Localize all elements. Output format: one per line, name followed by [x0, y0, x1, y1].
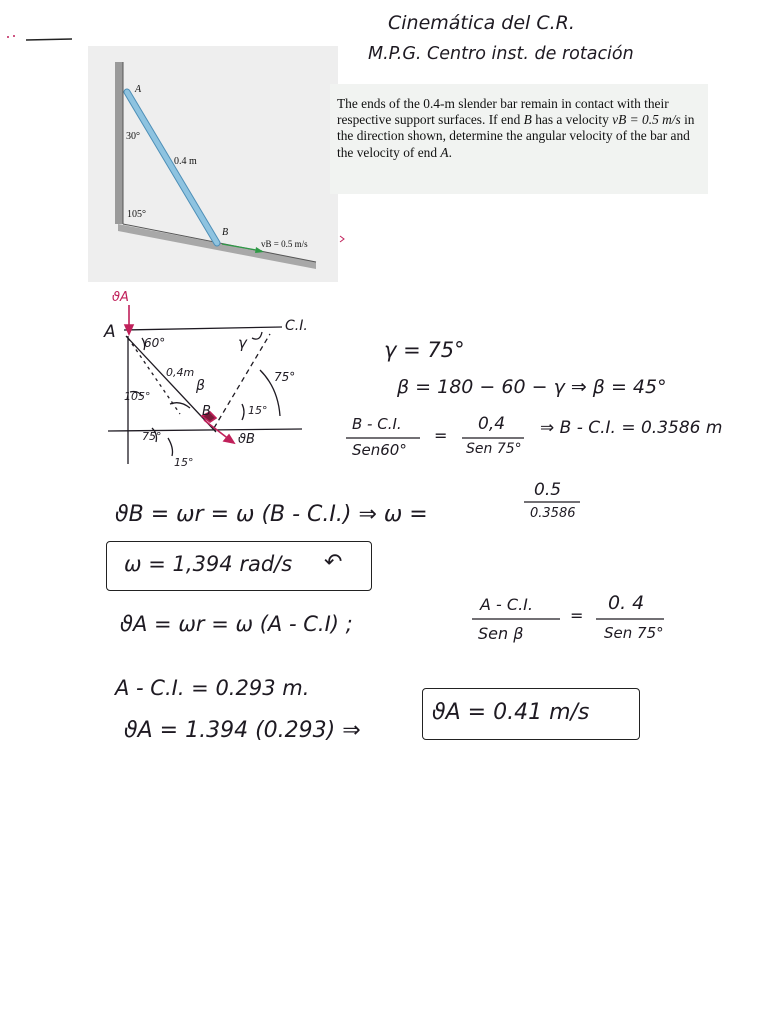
sketch-va: ϑA	[112, 290, 129, 305]
sketch-len: 0,4m	[166, 366, 195, 379]
equals-2: =	[570, 606, 584, 625]
sketch-15-right: 15°	[248, 404, 268, 417]
gamma-equation: γ = 75°	[384, 338, 465, 362]
frac2-denominator: Sen 75°	[466, 441, 522, 457]
frac4-numerator: A - C.I.	[480, 595, 533, 614]
sketch-gamma: γ	[238, 334, 247, 352]
figure-label-b: B	[222, 227, 229, 238]
figure-vb-label: vB = 0.5 m/s	[261, 239, 308, 249]
sketch-75-left: 75°	[142, 430, 162, 443]
vb-equation: ϑB = ωr = ω (B - C.I.) ⇒ ω =	[115, 502, 428, 527]
beta-equation: β = 180 − 60 − γ ⇒ β = 45°	[397, 376, 667, 398]
sketch-a: A	[104, 322, 116, 342]
sketch-75-right: 75°	[274, 370, 296, 384]
frac5-numerator: 0. 4	[608, 592, 645, 614]
figure-angle-105: 105°	[127, 209, 146, 220]
va-calculation: ϑA = 1.394 (0.293) ⇒	[124, 718, 361, 743]
sketch-15-bottom: 15°	[174, 456, 194, 469]
problem-statement: The ends of the 0.4-m slender bar remain in contact with their respective support surfaces. If end B has a velocity vB = 0.5 m/s in the direction shown, determine the angular velocity of the bar and the velocity of end A.	[337, 96, 695, 160]
rotation-direction-icon: ↶	[324, 550, 343, 575]
frac3-numerator: 0.5	[534, 480, 562, 500]
va-equation: ϑA = ωr = ω (A - C.I) ;	[120, 612, 353, 636]
frac5-denominator: Sen 75°	[604, 624, 664, 642]
sketch-b: B	[202, 404, 211, 419]
sketch-105: 105°	[124, 390, 151, 403]
frac3-denominator: 0.3586	[530, 506, 576, 521]
aci-result: A - C.I. = 0.293 m.	[115, 676, 310, 700]
va-result: ϑA = 0.41 m/s	[432, 700, 590, 725]
figure-length: 0.4 m	[174, 156, 197, 167]
sketch-ci: C.I.	[285, 318, 308, 334]
frac2-numerator: 0,4	[478, 414, 506, 434]
frac4-denominator: Sen β	[478, 624, 524, 643]
sketch-beta: β	[196, 378, 205, 394]
sketch-vb: ϑB	[238, 432, 255, 447]
frac1-numerator: B - C.I.	[352, 415, 402, 433]
omega-result: ω = 1,394 rad/s	[124, 552, 293, 576]
sketch-60: 60°	[144, 336, 166, 350]
equals-1: =	[434, 426, 448, 445]
figure-angle-30: 30°	[126, 131, 140, 142]
header-title: Cinemática del C.R.	[388, 12, 575, 34]
header-subtitle: M.P.G. Centro inst. de rotación	[368, 44, 634, 64]
frac1-denominator: Sen60°	[352, 441, 407, 459]
figure-label-a: A	[135, 84, 142, 95]
bci-result: ⇒ B - C.I. = 0.3586 m	[540, 418, 723, 438]
